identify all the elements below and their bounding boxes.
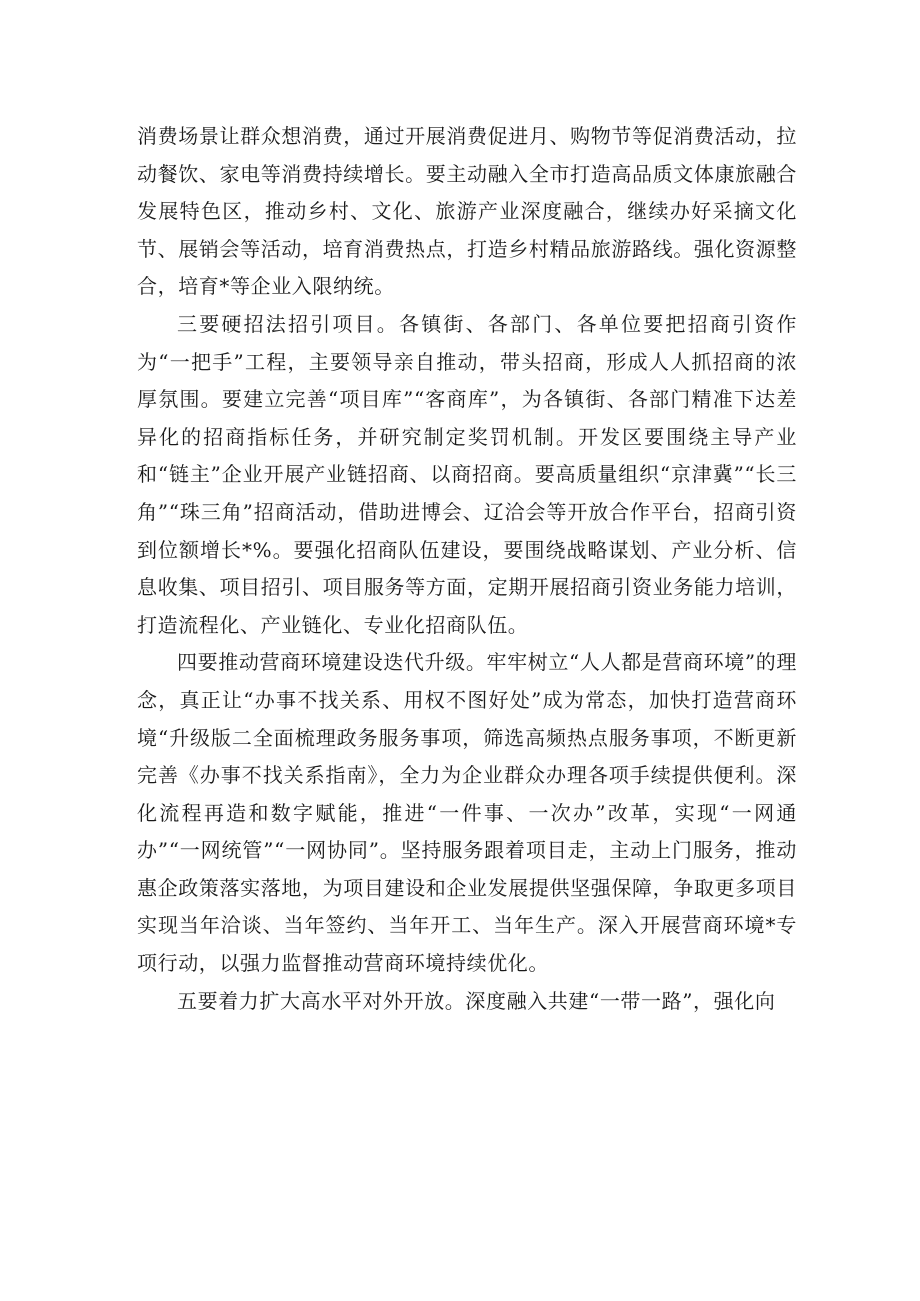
paragraph-opening-up: 五要着力扩大高水平对外开放。深度融入共建“一带一路”，强化向 [177, 988, 776, 1013]
document-body [137, 118, 797, 1020]
paragraph-investment-attraction: 三要硬招法招引项目。各镇街、各部门、各单位要把招商引资作为“一把手”工程，主要领导亲自推动，带头招商，形成人人抓招商的浓厚氛围。要建立完善“项目库”“客商库”，为各镇街、各部门精准下达差异化的招商指标任务，并研究制定奖罚机制。开发区要围绕主导产业和“链主”企业开展产业链招商、以商招商。要高质量组织“京津冀”“长三角”“珠三角”招商活动，借助进博会、辽洽会等开放合作平台，招商引资到位额增长*%。要强化招商队伍建设，要围绕战略谋划、产业分析、信息收集、项目招引、项目服务等方面，定期开展招商引资业务能力培训，打造流程化、产业链化、专业化招商队伍。 [137, 311, 798, 637]
paragraph-consumption: 消费场景让群众想消费，通过开展消费促进月、购物节等促消费活动，拉动餐饮、家电等消费持续增长。要主动融入全市打造高品质文体康旅融合发展特色区，推动乡村、文化、旅游产业深度融合，继续办好采摘文化节、展销会等活动，培育消费热点，打造乡村精品旅游路线。强化资源整合，培育*等企业入限纳统。 [137, 124, 797, 299]
paragraph-business-environment: 四要推动营商环境建设迭代升级。牢牢树立“人人都是营商环境”的理念，真正让“办事不找关系、用权不图好处”成为常态，加快打造营商环境“升级版二全面梳理政务服务事项，筛选高频热点服务事项，不断更新完善《办事不找关系指南》，全力为企业群众办理各项手续提供便利。深化流程再造和数字赋能，推进“一件事、一次办”改革，实现“一网通办”“一网统管”“一网协同”。坚持服务跟着项目走，主动上门服务，推动惠企政策落实落地，为项目建设和企业发展提供坚强保障，争取更多项目实现当年洽谈、当年签约、当年开工、当年生产。深入开展营商环境*专项行动，以强力监督推动营商环境持续优化。 [137, 650, 797, 976]
